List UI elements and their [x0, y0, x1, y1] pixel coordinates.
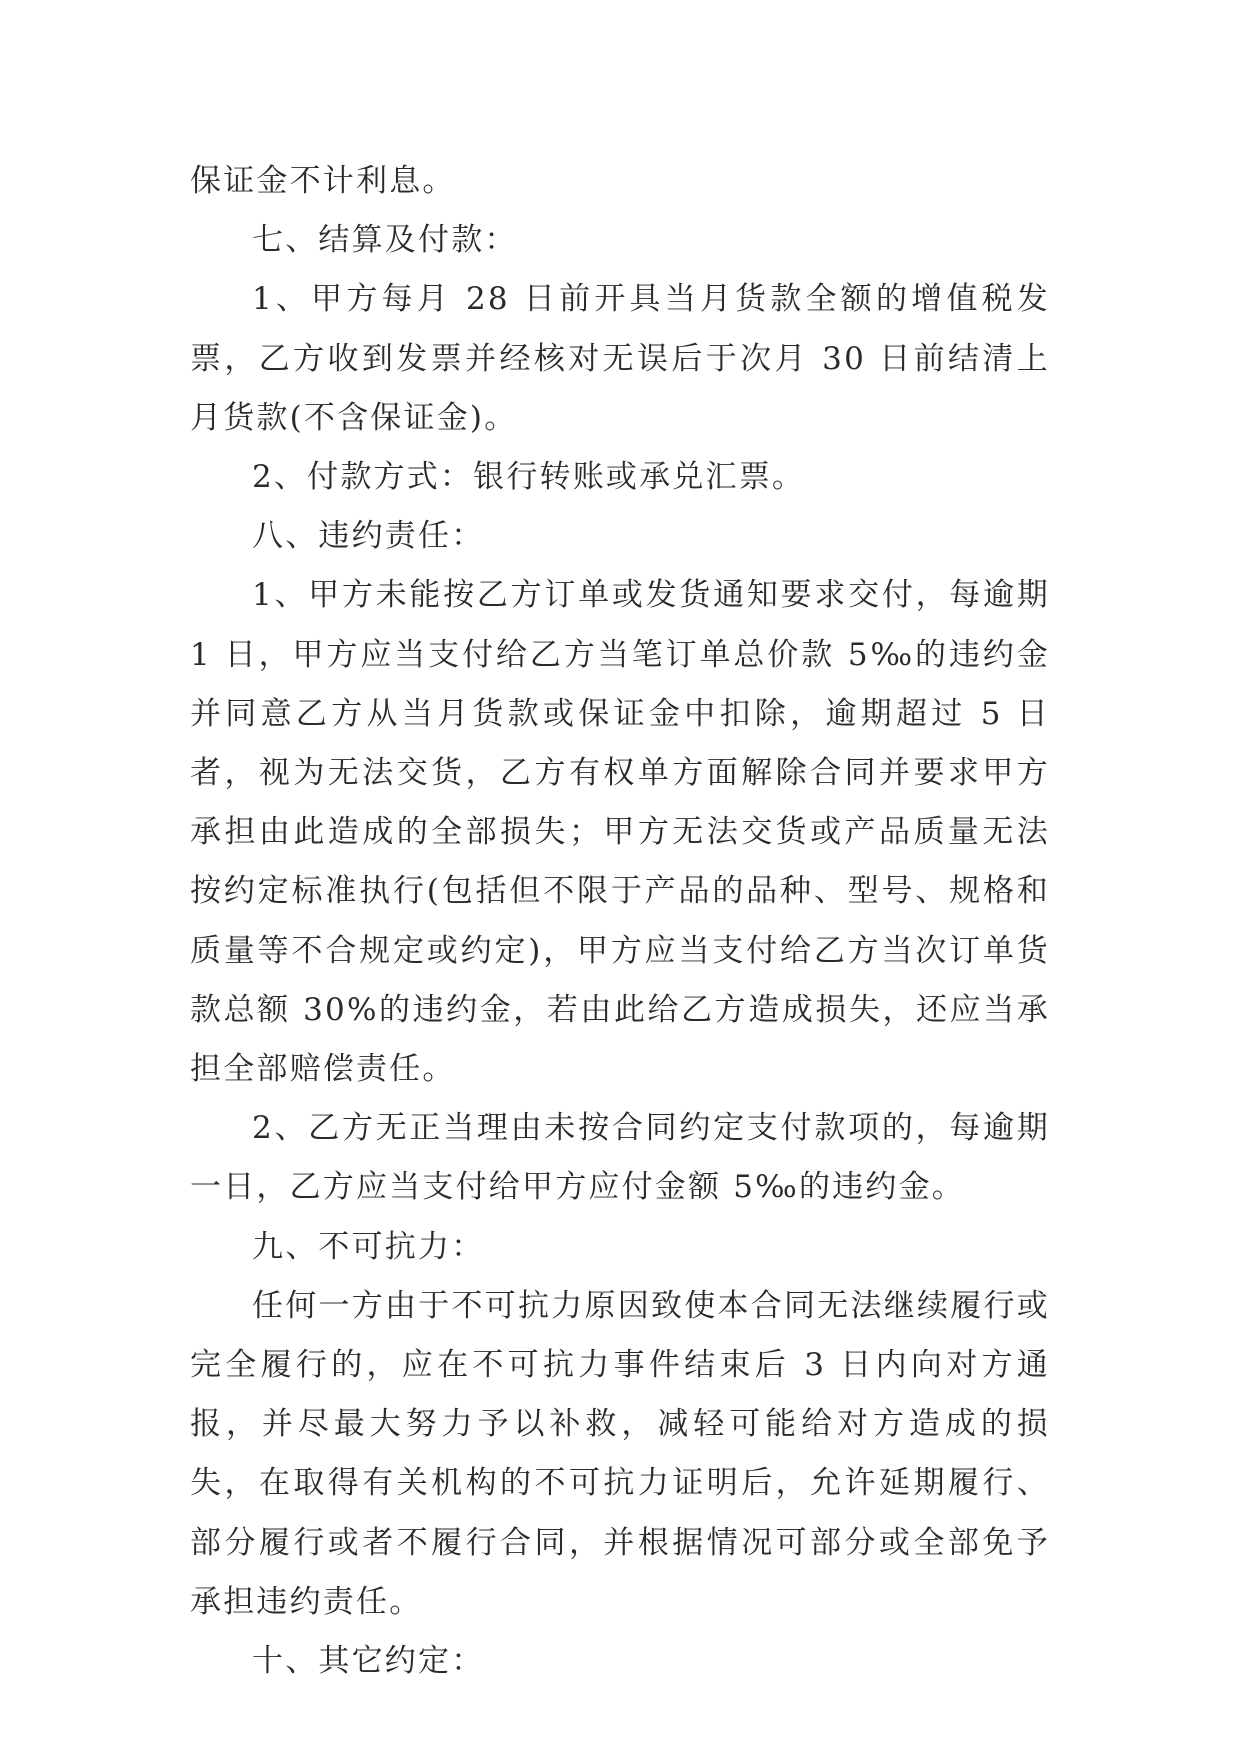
paragraph-force-majeure: 任何一方由于不可抗力原因致使本合同无法继续履行或完全履行的，应在不可抗力事件结束后 3 日内向对方通报，并尽最大努力予以补救，减轻可能给对方造成的损失，在取得有关机构的不可抗力证明后，允许延期履行、部分履行或者不履行合同，并根据情况可部分或全部免予承担违约责任。	[190, 1287, 1050, 1620]
paragraph-payment-method: 2、付款方式：银行转账或承兑汇票。	[252, 459, 806, 496]
section-heading-breach: 八、违约责任：	[252, 518, 485, 555]
section-heading-force-majeure: 九、不可抗力：	[252, 1228, 485, 1265]
section-heading-settlement: 七、结算及付款：	[252, 222, 518, 259]
paragraph-settlement-invoice: 1、甲方每月 28 日前开具当月货款全额的增值税发票，乙方收到发票并经核对无误后于次月 30 日前结清上月货款(不含保证金)。	[190, 281, 1050, 436]
paragraph-deposit-interest: 保证金不计利息。	[190, 163, 456, 199]
paragraph-breach-party-b: 2、乙方无正当理由未按合同约定支付款项的，每逾期一日，乙方应当支付给甲方应付金额 5‰的违约金。	[190, 1110, 1050, 1206]
paragraph-breach-party-a: 1、甲方未能按乙方订单或发货通知要求交付，每逾期 1 日，甲方应当支付给乙方当笔订单总价款 5‰的违约金并同意乙方从当月货款或保证金中扣除，逾期超过 5 日者，视为无法交货，乙方有权单方面解除合同并要求甲方承担由此造成的全部损失；甲方无法交货或产品质量无法按约定标准执行(包括但不限于产品的品种、型号、规格和质量等不合规定或约定)，甲方应当支付给乙方当次订单货款总额 30%的违约金，若由此给乙方造成损失，还应当承担全部赔偿责任。	[190, 577, 1050, 1088]
document-body	[190, 152, 1050, 1691]
section-heading-other-terms: 十、其它约定：	[252, 1643, 485, 1680]
